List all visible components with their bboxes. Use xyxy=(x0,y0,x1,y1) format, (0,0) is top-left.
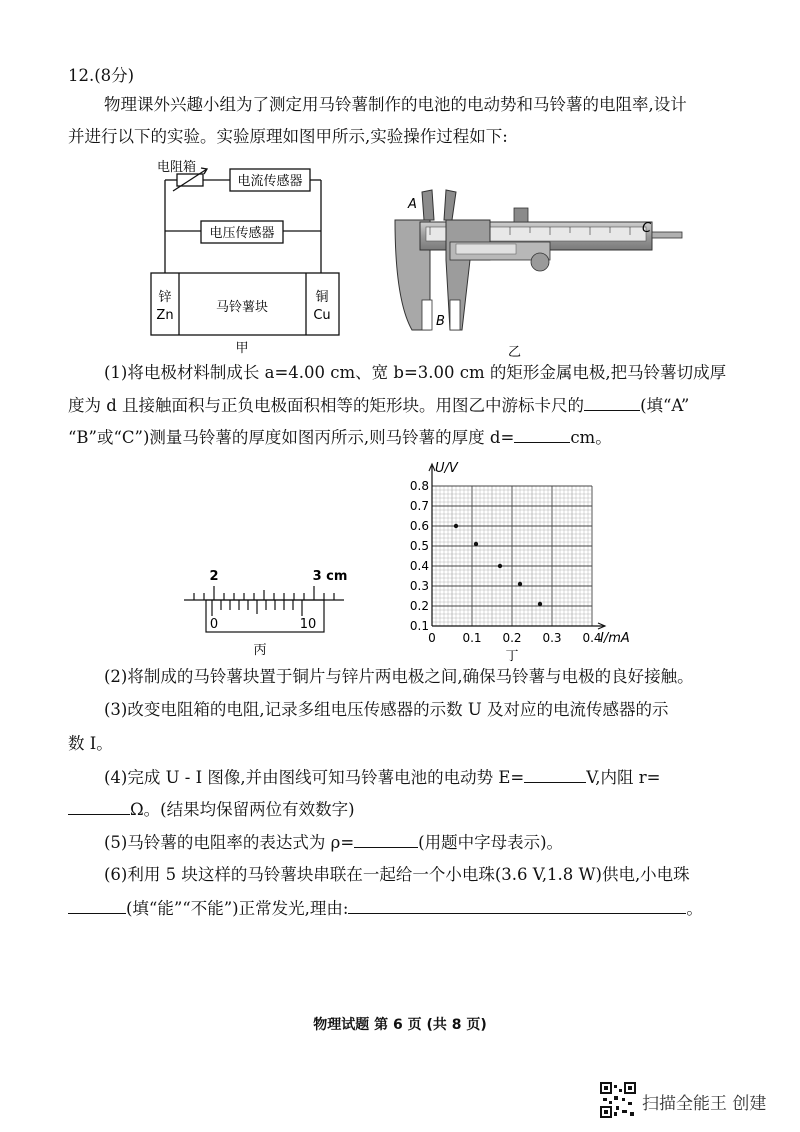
copper-symbol: Cu xyxy=(313,308,331,323)
part1-line1: (1)将电极材料制成长 a=4.00 cm、宽 b=3.00 cm 的矩形金属电极,把马铃薯切成厚 xyxy=(104,363,727,382)
y-tick-label: 0.2 xyxy=(409,599,429,613)
zinc-label: 锌 xyxy=(158,290,172,305)
caliper-label-b: B xyxy=(436,314,445,329)
copper-label: 铜 xyxy=(315,290,329,305)
vernier-label-10: 10 xyxy=(299,617,317,632)
part2-line: (2)将制成的马铃薯块置于铜片与锌片两电极之间,确保马铃薯与电极的良好接触。 xyxy=(104,667,694,686)
zinc-symbol: Zn xyxy=(156,308,174,323)
watermark-text: 扫描全能王 创建 xyxy=(642,1094,767,1114)
potato-block-label: 马铃薯块 xyxy=(215,300,269,315)
figure-caption-ding: 丁 xyxy=(505,649,519,664)
x-tick-label: 0.4 xyxy=(582,631,602,645)
part3-line1: (3)改变电阻箱的电阻,记录多组电压传感器的示数 U 及对应的电流传感器的示 xyxy=(104,700,669,719)
x-tick-label: 0.1 xyxy=(462,631,482,645)
y-tick-label: 0.6 xyxy=(409,519,429,533)
x-tick-label: 0.2 xyxy=(502,631,522,645)
u-i-graph xyxy=(400,458,680,666)
answer-blank-can-light[interactable] xyxy=(68,897,126,914)
voltage-sensor-label: 电压传感器 xyxy=(209,226,275,241)
intro-line-1: 物理课外兴趣小组为了测定用马铃薯制作的电池的电动势和马铃薯的电阻率,设计 xyxy=(104,95,687,114)
part6-line2: (填“能”“不能”)正常发光,理由: 。 xyxy=(68,897,758,920)
main-scale-label-3cm: 3 cm xyxy=(312,569,348,584)
y-tick-label: 0.7 xyxy=(409,499,429,513)
figure-caption-yi: 乙 xyxy=(508,345,522,360)
data-point xyxy=(518,582,522,586)
chart-grid xyxy=(432,486,592,626)
part5-line: (5)马铃薯的电阻率的表达式为 ρ= (用题中字母表示)。 xyxy=(104,833,564,852)
x-axis-label: I/mA xyxy=(600,631,630,646)
data-point xyxy=(538,602,542,606)
part1-line3: “B”或“C”)测量马铃薯的厚度如图丙所示,则马铃薯的厚度 d= cm。 xyxy=(68,428,612,447)
part1-line2: 度为 d 且接触面积与正负电极面积相等的矩形块。用图乙中游标卡尺的 (填“A” xyxy=(68,396,690,415)
y-tick-label: 0.5 xyxy=(409,539,429,553)
qr-code-icon xyxy=(600,1082,636,1118)
answer-blank-thickness[interactable] xyxy=(514,426,570,443)
answer-blank-internal-resistance[interactable] xyxy=(68,798,130,815)
data-point xyxy=(498,564,502,568)
page-footer: 物理试题 第 6 页 (共 8 页) xyxy=(313,1017,487,1033)
part3-line2: 数 I。 xyxy=(68,734,113,753)
y-tick-label: 0.3 xyxy=(409,579,429,593)
main-scale-label-2: 2 xyxy=(209,569,219,584)
part6-line1: (6)利用 5 块这样的马铃薯块串联在一起给一个小电珠(3.6 V,1.8 W)供电,小电珠 xyxy=(104,865,690,884)
circuit-diagram xyxy=(145,155,345,355)
x-tick-label: 0 xyxy=(428,631,436,645)
resistance-box-label: 电阻箱 xyxy=(157,160,197,175)
data-point xyxy=(454,524,458,528)
answer-blank-jaw[interactable] xyxy=(584,394,640,411)
x-tick-label: 0.3 xyxy=(542,631,562,645)
intro-line-2: 并进行以下的实验。实验原理如图甲所示,实验操作过程如下: xyxy=(68,127,508,146)
y-tick-label: 0.1 xyxy=(409,619,429,633)
answer-blank-reason[interactable] xyxy=(348,897,686,914)
vernier-scale-figure xyxy=(180,560,350,660)
figure-caption-bing: 丙 xyxy=(253,643,267,658)
vernier-label-0: 0 xyxy=(209,617,219,632)
answer-blank-emf[interactable] xyxy=(524,766,586,783)
caliper-figure xyxy=(390,180,690,360)
answer-blank-resistivity[interactable] xyxy=(354,831,418,848)
caliper-label-c: C xyxy=(642,221,652,236)
caliper-label-a: A xyxy=(408,197,417,212)
y-axis-label: U/V xyxy=(435,461,458,476)
data-point xyxy=(474,542,478,546)
y-tick-label: 0.8 xyxy=(409,479,429,493)
figure-caption-jia: 甲 xyxy=(235,341,249,355)
part4-line1: (4)完成 U - I 图像,并由图线可知马铃薯电池的电动势 E= V,内阻 r= xyxy=(104,768,661,787)
y-tick-label: 0.4 xyxy=(409,559,429,573)
current-sensor-label: 电流传感器 xyxy=(237,174,303,189)
question-number: 12.(8分) xyxy=(68,66,135,85)
part4-line2: Ω。(结果均保留两位有效数字) xyxy=(68,798,758,821)
